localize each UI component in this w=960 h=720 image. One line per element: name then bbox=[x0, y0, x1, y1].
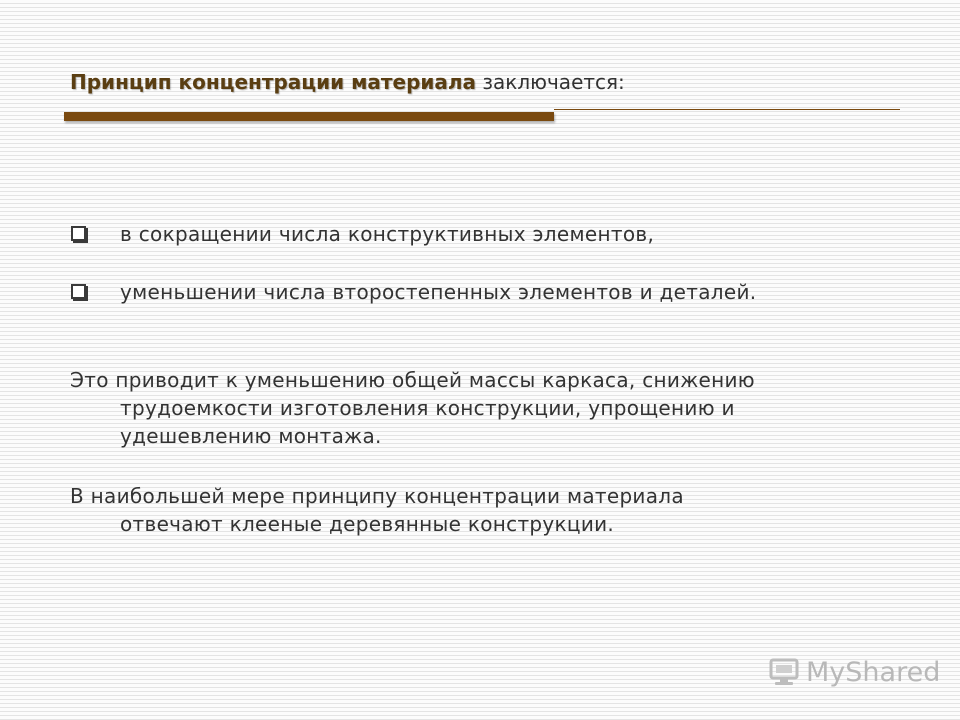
slide-title-bold: Принцип концентрации материала bbox=[70, 70, 477, 94]
paragraph-mass-reduction bbox=[70, 366, 755, 450]
bullet-text: в сокращении числа конструктивных элементов, bbox=[120, 222, 655, 246]
watermark-text: MyShared bbox=[806, 656, 941, 688]
title-underline-thin bbox=[554, 109, 900, 110]
monitor-icon bbox=[768, 656, 800, 688]
paragraph-line: Это приводит к уменьшению общей массы каркаса, снижению bbox=[70, 368, 755, 392]
watermark-logo bbox=[768, 656, 940, 688]
paragraph-line: трудоемкости изготовления конструкции, упрощению и bbox=[120, 396, 735, 420]
checkbox-bullet-icon bbox=[71, 226, 86, 241]
title-underline-thick bbox=[64, 112, 554, 121]
paragraph-line: отвечают клееные деревянные конструкции. bbox=[120, 512, 615, 536]
paragraph-line: В наибольшей мере принципу концентрации материала bbox=[70, 484, 684, 508]
paragraph-line: удешевлению монтажа. bbox=[120, 424, 382, 448]
bullet-text: уменьшении числа второстепенных элементов и деталей. bbox=[120, 280, 757, 304]
paragraph-glued-wood bbox=[70, 482, 684, 538]
slide-title-rest: заключается: bbox=[476, 70, 625, 94]
checkbox-bullet-icon bbox=[71, 284, 86, 299]
slide-title bbox=[70, 70, 625, 94]
